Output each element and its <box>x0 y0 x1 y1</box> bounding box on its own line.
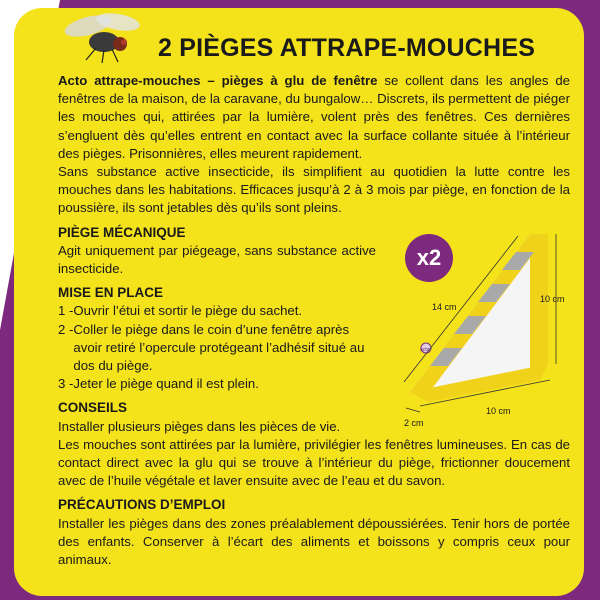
setup-steps <box>58 302 368 393</box>
intro-paragraph <box>58 72 570 163</box>
section-heading-advice: CONSEILS <box>58 400 128 416</box>
section-heading-setup: MISE EN PLACE <box>58 285 164 301</box>
setup-step: 2 - Coller le piège dans le coin d’une fenêtre après avoir retiré l’opercule protégeant l’adhésif situé au dos du piège. <box>58 321 365 374</box>
precautions-text: Installer les pièges dans des zones préalablement dépoussiérées. Tenir hors de portée des enfants. Conserver à l’écart des aliments et boissons y compris ceux pour animaux. <box>58 515 570 568</box>
dimension-height: 10 cm <box>540 294 565 304</box>
section-heading-mechanical: PIÈGE MÉCANIQUE <box>58 224 186 240</box>
trap-logo-text: acto <box>420 347 430 353</box>
quantity-badge: x2 <box>405 234 453 282</box>
fly-icon <box>60 8 150 64</box>
advice-text: Installer plusieurs pièges dans les pièces de vie. <box>58 418 341 434</box>
mechanical-text: Agit uniquement par piégeage, sans substance active insecticide. <box>58 242 376 277</box>
dimension-width: 10 cm <box>486 406 511 416</box>
setup-step: 3 - Jeter le piège quand il est plein. <box>58 376 259 392</box>
product-name: Acto attrape-mouches – pièges à glu de fenêtre <box>58 73 378 88</box>
intro-text: se collent dans les angles de fenêtres de la maison, de la caravane, du bungalow… Discrets, ils permettent de piéger les mouches qui, attirées par la lumière, volent près des fenêtres. Ces dernières s’engluent dès qu’elles entrent en contact avec la surface collante située à l’intérieur des pièges. Prisonnières, elles meurent rapidement. <box>58 73 571 161</box>
section-heading-precautions: PRÉCAUTIONS D’EMPLOI <box>58 497 226 513</box>
intro-paragraph-2: Sans substance active insecticide, ils simplifient au quotidien la lutte contre les mouches dans les habitations. Efficaces jusqu’à 2 à 3 mois par piège, en fonction de la poussière, ils sont jetables dès qu’ils sont pleins. <box>58 164 570 216</box>
dimension-length: 14 cm <box>432 302 457 312</box>
setup-step: 1 - Ouvrir l’étui et sortir le piège du sachet. <box>58 303 303 319</box>
advice-text-2: Les mouches sont attirées par la lumière, privilégier les fenêtres lumineuses. En cas de contact direct avec la glu qui se trouve à l’intérieur du piège, frictionner doucement avec de l’huile végétale et laver ensuite avec de l’eau et du savon. <box>58 436 570 489</box>
page-title: 2 PIÈGES ATTRAPE-MOUCHES <box>158 34 536 62</box>
dimension-depth: 2 cm <box>404 418 424 428</box>
